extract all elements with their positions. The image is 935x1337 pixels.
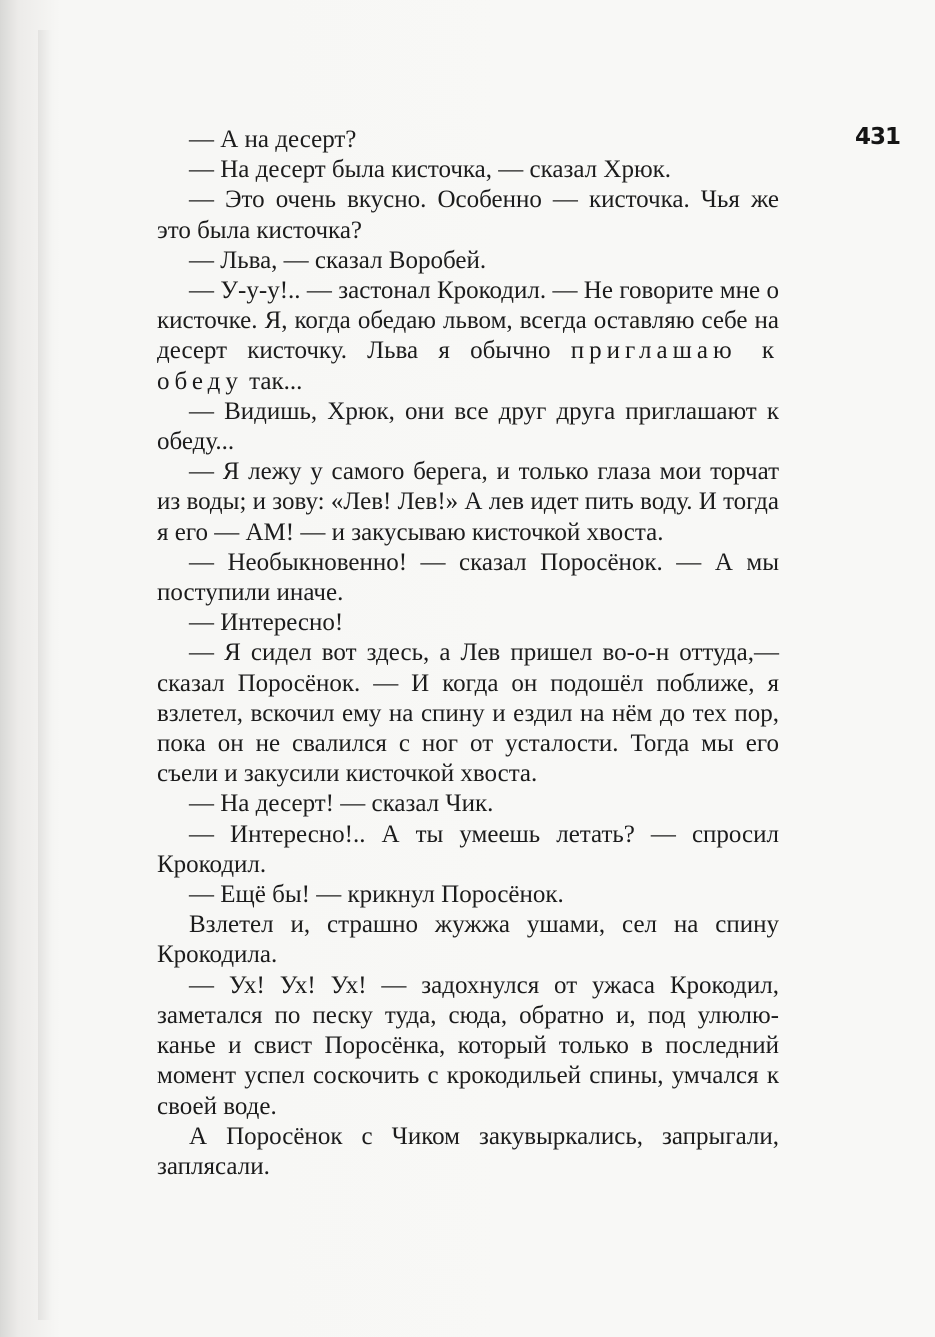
paragraph: — Необыкновенно! — сказал Поросёнок. — А мы поступили иначе. <box>157 548 779 607</box>
paragraph <box>157 276 779 397</box>
paragraph: — Интересно!.. А ты умеешь летать? — спросил Крокодил. <box>157 820 779 878</box>
body-text <box>157 125 779 1182</box>
paragraph: — На десерт была кисточка, — сказал Хрюк. <box>189 156 672 184</box>
paragraph: — Видишь, Хрюк, они все друг друга приглашают к обеду... <box>157 397 779 456</box>
paragraph: — Ещё бы! — крикнул Поросёнок. <box>189 881 564 909</box>
paragraph: Взлетел и, страшно жужжа ушами, сел на спину Крокодила. <box>157 911 779 969</box>
paragraph: — Я лежу у самого берега, и только глаза мои торчат из воды; и зову: «Лев! Лев!» А лев идет пить воду. И тогда я его — АМ! — и закусываю кисточкой хвоста. <box>157 458 779 546</box>
paragraph-text: — У-у-у!.. — застонал Крокодил. — Не говорите мне о кисточке. Я, когда обедаю львом, всегда оставляю себе на десерт кисточку. Льва я обычно <box>157 277 779 365</box>
paragraph: — Льва, — сказал Воробей. <box>189 246 487 274</box>
page-number: 431 <box>855 124 901 150</box>
paragraph: — Я сидел вот здесь, а Лев пришел во-о-н оттуда,— сказал Поросёнок. — И когда он подошёл поближе, я взлетел, вскочил ему на спину и ездил на нём до тех пор, пока он не свалился с ног от усталости. Тогда мы его съели и закусили кисточкой хвоста. <box>157 639 779 788</box>
binding-shadow <box>38 30 52 1320</box>
paragraph: — На десерт! — сказал Чик. <box>189 790 494 818</box>
paragraph: — Это очень вкусно. Особенно — кисточка. Чья же это была кисточка? <box>157 186 779 244</box>
paragraph: — Ух! Ух! Ух! — задохнулся от ужаса Крокодил, заметался по песку туда, сюда, обратно и, под улюлюканье и свист Поросёнка, который только в последний момент успел соскочить с крокодильей спины, умчался к своей воде. <box>157 971 779 1120</box>
paragraph: — Интересно! <box>189 609 344 637</box>
paragraph: — А на десерт? <box>189 126 357 153</box>
spaced-emphasis-text: приглашаю к обеду <box>157 337 779 395</box>
paragraph-text: так... <box>242 367 303 395</box>
paragraph: А Поросёнок с Чиком закувыркались, запрыгали, заплясали. <box>157 1122 779 1180</box>
